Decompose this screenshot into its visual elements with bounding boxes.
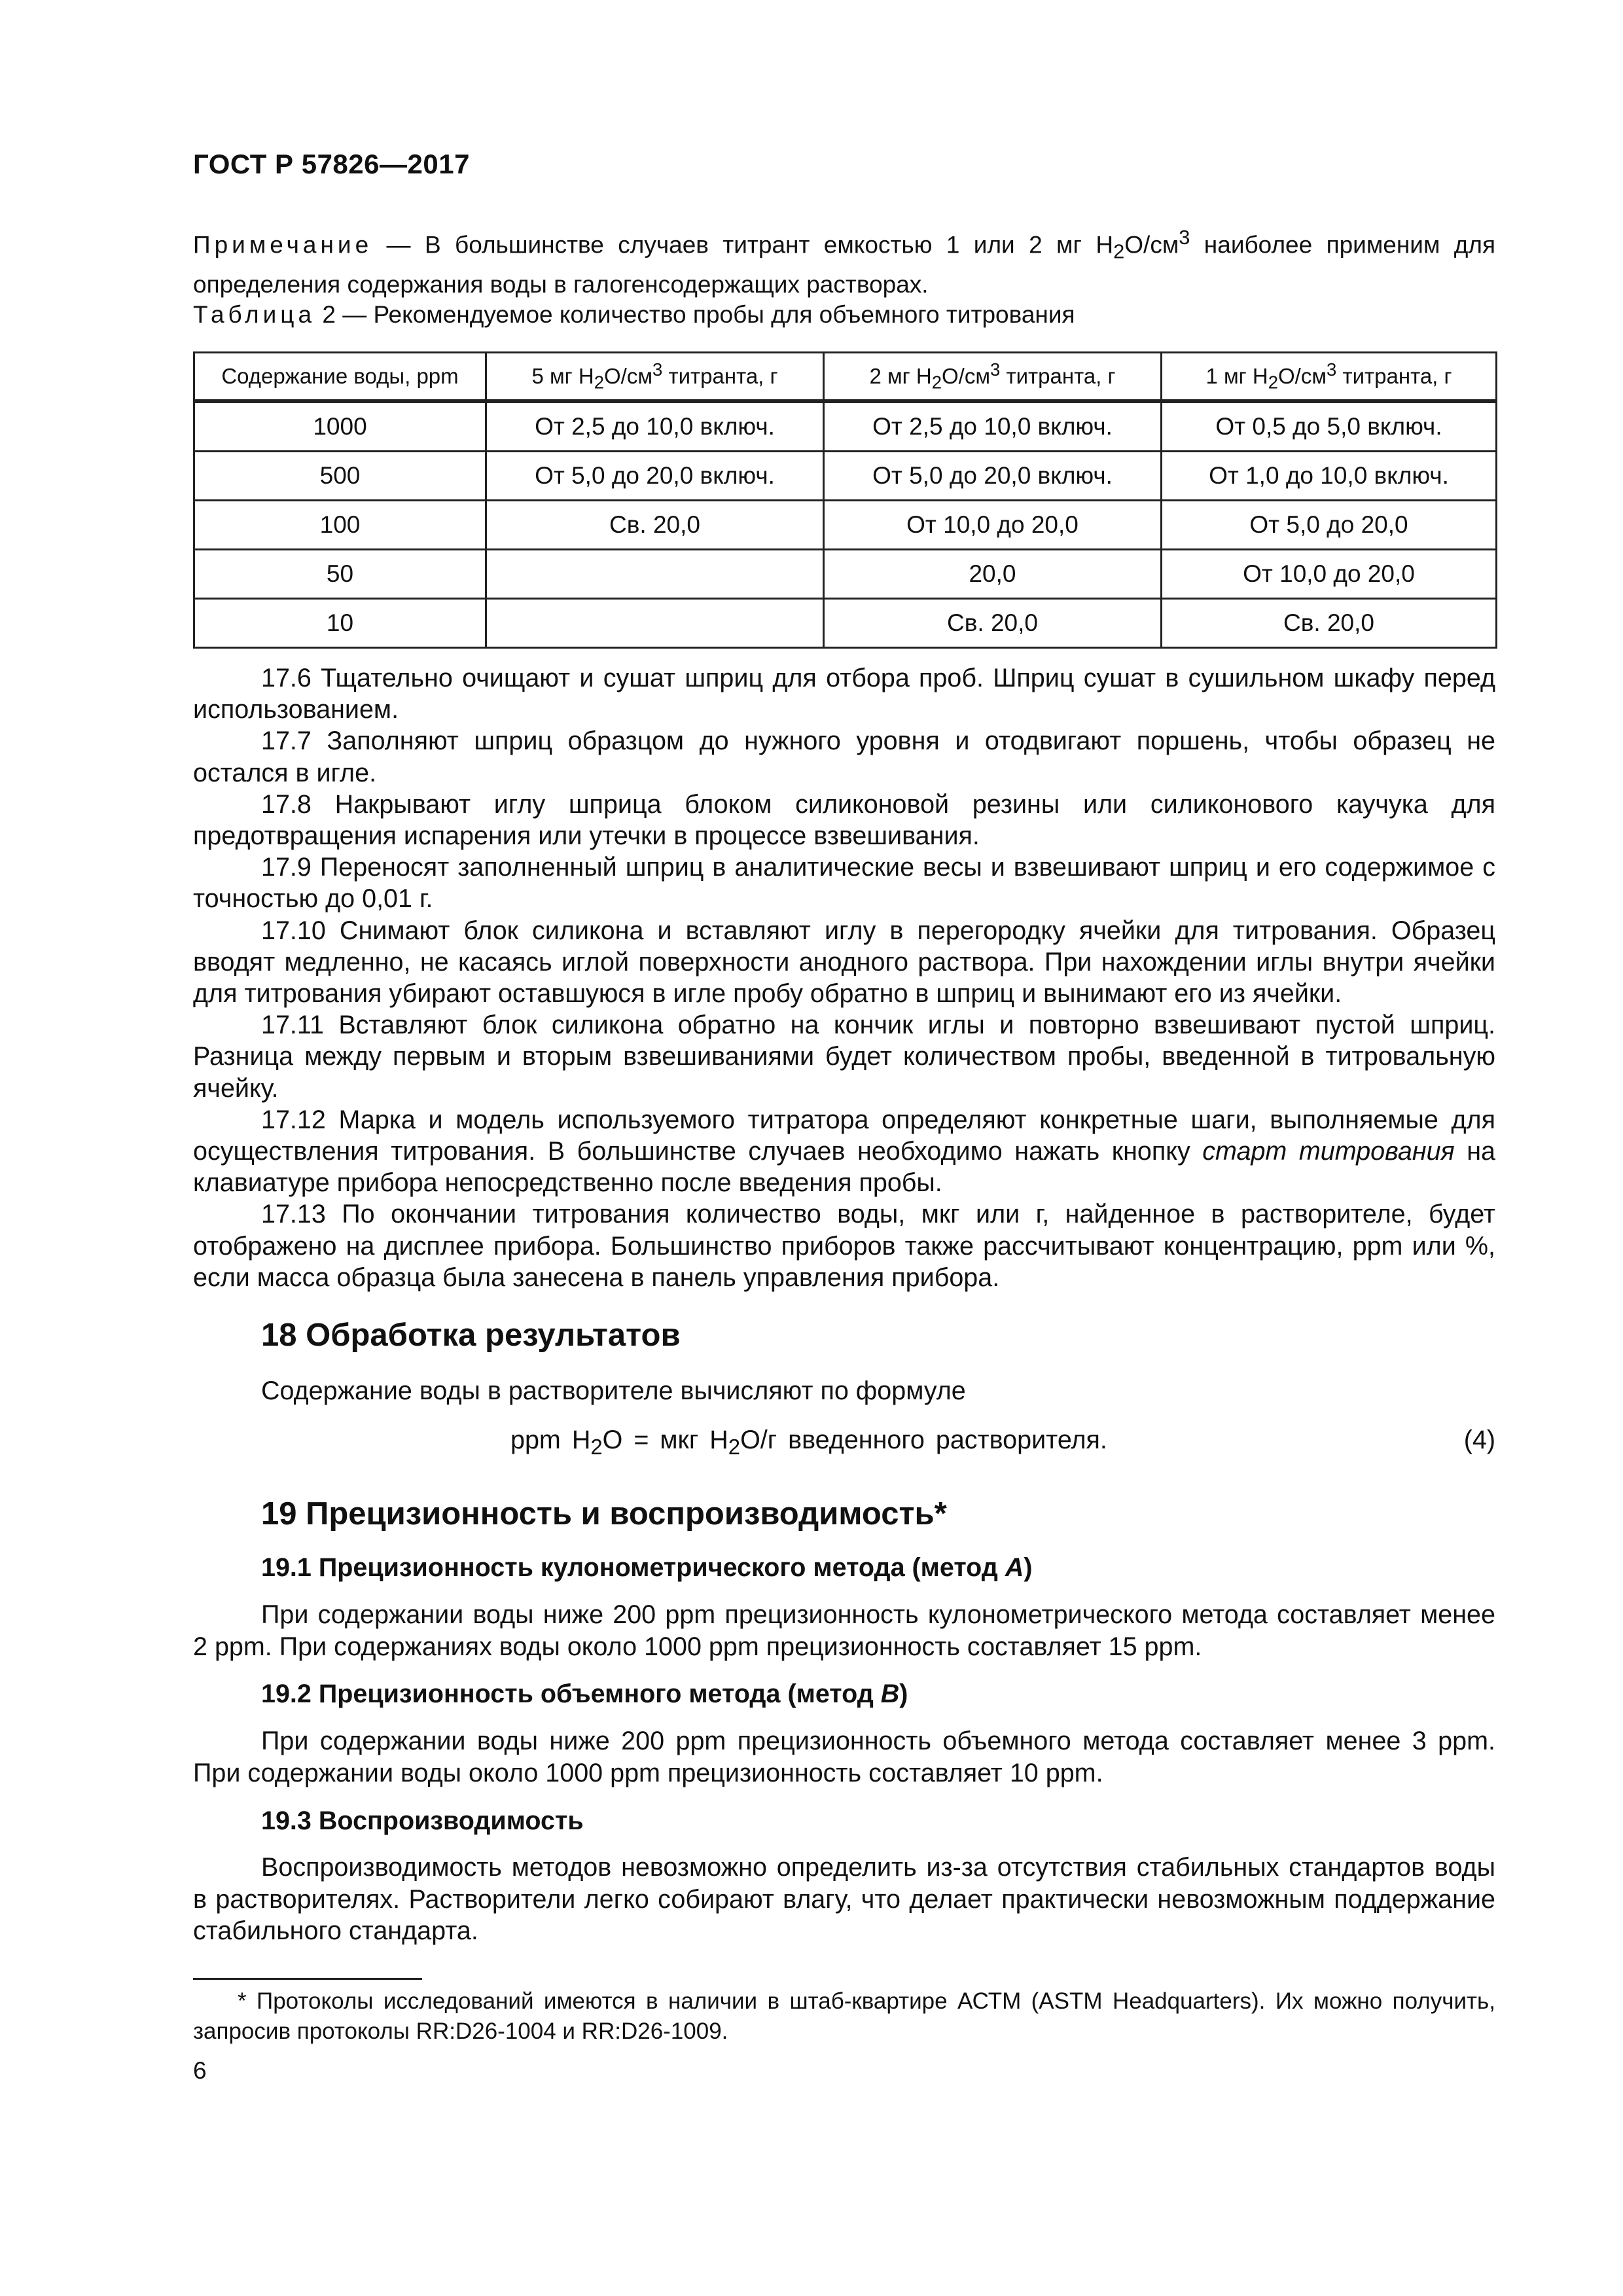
table-caption-label: Таблица xyxy=(193,301,316,328)
note-label: Примечание xyxy=(193,231,373,259)
table-cell: От 5,0 до 20,0 включ. xyxy=(486,452,824,501)
formula-4: ppm $H_2O$ = мкг $H_2O/г$ введенного растворителя. xyxy=(510,1426,1107,1459)
table-row xyxy=(194,501,1497,550)
subsection-19-3-text: Воспроизводимость методов невозможно определить из-за отсутствия стабильных стандартов воды в растворителях. Растворители легко собирают влагу, что делает практически невозможным поддержание стабильного стандарта. xyxy=(193,1853,1495,1945)
table-cell: Св. 20,0 xyxy=(1162,599,1497,648)
table-header-row xyxy=(194,353,1497,402)
table-cell: От 2,5 до 10,0 включ. xyxy=(486,401,824,452)
header-5mg-titrant: 5 мг $H_2O/см^3$ титранта, г xyxy=(486,353,824,402)
section-18-intro: Содержание воды в растворителе вычисляют по формуле xyxy=(261,1376,966,1405)
table-row xyxy=(194,550,1497,599)
procedure-steps xyxy=(193,662,1495,1293)
subsection-19-2-heading: 19.2 Прецизионность объемного метода (метод B) xyxy=(261,1679,908,1708)
table-cell: 50 xyxy=(194,550,486,599)
step-17-6: 17.6 Тщательно очищают и сушат шприц для отбора проб. Шприц сушат в сушильном шкафу перед использованием. xyxy=(193,664,1495,725)
step-17-12: 17.12 Марка и модель используемого титратора определяют конкретные шаги, выполняемые для осуществления титрования. В большинстве случаев необходимо нажать кнопку старт титрования на клавиатуре прибора непосредственно после введения пробы. xyxy=(193,1105,1495,1198)
table-cell: Св. 20,0 xyxy=(824,599,1162,648)
table-cell: 500 xyxy=(194,452,486,501)
table-cell: Св. 20,0 xyxy=(486,501,824,550)
table-cell: От 0,5 до 5,0 включ. xyxy=(1162,401,1497,452)
table-cell: От 5,0 до 20,0 включ. xyxy=(824,452,1162,501)
table-cell: От 10,0 до 20,0 xyxy=(824,501,1162,550)
table-cell: От 5,0 до 20,0 xyxy=(1162,501,1497,550)
footnote: * Протоколы исследований имеются в наличии в штаб-квартире АСТМ (ASTM Headquarters). Их можно получить, запросив протоколы RR:D26-1004 и RR:D26-1009. xyxy=(193,1988,1495,2044)
note-paragraph: Примечание — В большинстве случаев титрант емкостью 1 или 2 мг $H_2O/см^3$ наиболее применим для определения содержания воды в галогенсодержащих растворах. xyxy=(193,226,1495,298)
table-cell: 1000 xyxy=(194,401,486,452)
step-17-7: 17.7 Заполняют шприц образцом до нужного уровня и отодвигают поршень, чтобы образец не остался в игле. xyxy=(193,726,1495,787)
document-id-header: ГОСТ Р 57826—2017 xyxy=(193,149,470,179)
table-cell: 100 xyxy=(194,501,486,550)
formula-number: (4) xyxy=(1463,1426,1495,1454)
table-cell: От 10,0 до 20,0 xyxy=(1162,550,1497,599)
subsection-19-1-text: При содержании воды ниже 200 ppm прецизионность кулонометрического метода составляет менее 2 ppm. При содержаниях воды около 1000 ppm прецизионность составляет 15 ppm. xyxy=(193,1600,1495,1661)
step-17-11: 17.11 Вставляют блок силикона обратно на кончик иглы и повторно взвешивают пустой шприц. Разница между первым и вторым взвешиваниями будет количеством пробы, введенной в титровальную ячейку. xyxy=(193,1011,1495,1103)
table-cell: От 2,5 до 10,0 включ. xyxy=(824,401,1162,452)
table-row xyxy=(194,452,1497,501)
step-17-13: 17.13 По окончании титрования количество воды, мкг или г, найденное в растворителе, будет отображено на дисплее прибора. Большинство приборов также рассчитывают концентрацию, ppm или %, если масса образца была занесена в панель управления прибора. xyxy=(193,1200,1495,1292)
table-cell: От 1,0 до 10,0 включ. xyxy=(1162,452,1497,501)
table-cell xyxy=(486,550,824,599)
page-number: 6 xyxy=(193,2057,207,2084)
step-17-10: 17.10 Снимают блок силикона и вставляют иглу в перегородку ячейки для титрования. Образец вводят медленно, не касаясь иглой поверхности анодного раствора. При нахождении иглы внутри ячейки для титрования убирают оставшуюся в игле пробу обратно в шприц и вынимают его из ячейки. xyxy=(193,916,1495,1009)
table-cell xyxy=(486,599,824,648)
header-1mg-titrant: 1 мг $H_2O/см^3$ титранта, г xyxy=(1162,353,1497,402)
step-17-9: 17.9 Переносят заполненный шприц в аналитические весы и взвешивают шприц и его содержимое с точностью до 0,01 г. xyxy=(193,853,1495,914)
section-18-heading: 18 Обработка результатов xyxy=(261,1318,681,1353)
sample-amount-table xyxy=(193,351,1497,649)
step-17-8: 17.8 Накрывают иглу шприца блоком силиконовой резины или силиконового каучука для предотвращения испарения или утечки в процессе взвешивания. xyxy=(193,789,1495,851)
table-caption xyxy=(193,298,1075,331)
table-row xyxy=(194,401,1497,452)
subsection-19-1-heading: 19.1 Прецизионность кулонометрического метода (метод A) xyxy=(261,1553,1033,1582)
subsection-19-2-text: При содержании воды ниже 200 ppm прецизионность объемного метода составляет менее 3 ppm. При содержании воды около 1000 ppm прецизионность составляет 10 ppm. xyxy=(193,1727,1495,1787)
table-cell: 20,0 xyxy=(824,550,1162,599)
table-caption-text: 2 — Рекомендуемое количество пробы для объемного титрования xyxy=(315,301,1075,328)
section-19-heading: 19 Прецизионность и воспроизводимость* xyxy=(261,1496,947,1532)
footnote-separator xyxy=(193,1978,422,1980)
table-cell: 10 xyxy=(194,599,486,648)
table-row xyxy=(194,599,1497,648)
emphasis-start-titration: старт титрования xyxy=(1202,1137,1455,1166)
header-2mg-titrant: 2 мг $H_2O/см^3$ титранта, г xyxy=(824,353,1162,402)
header-water-content: Содержание воды, ppm xyxy=(194,353,486,402)
subsection-19-3-heading: 19.3 Воспроизводимость xyxy=(261,1806,584,1835)
